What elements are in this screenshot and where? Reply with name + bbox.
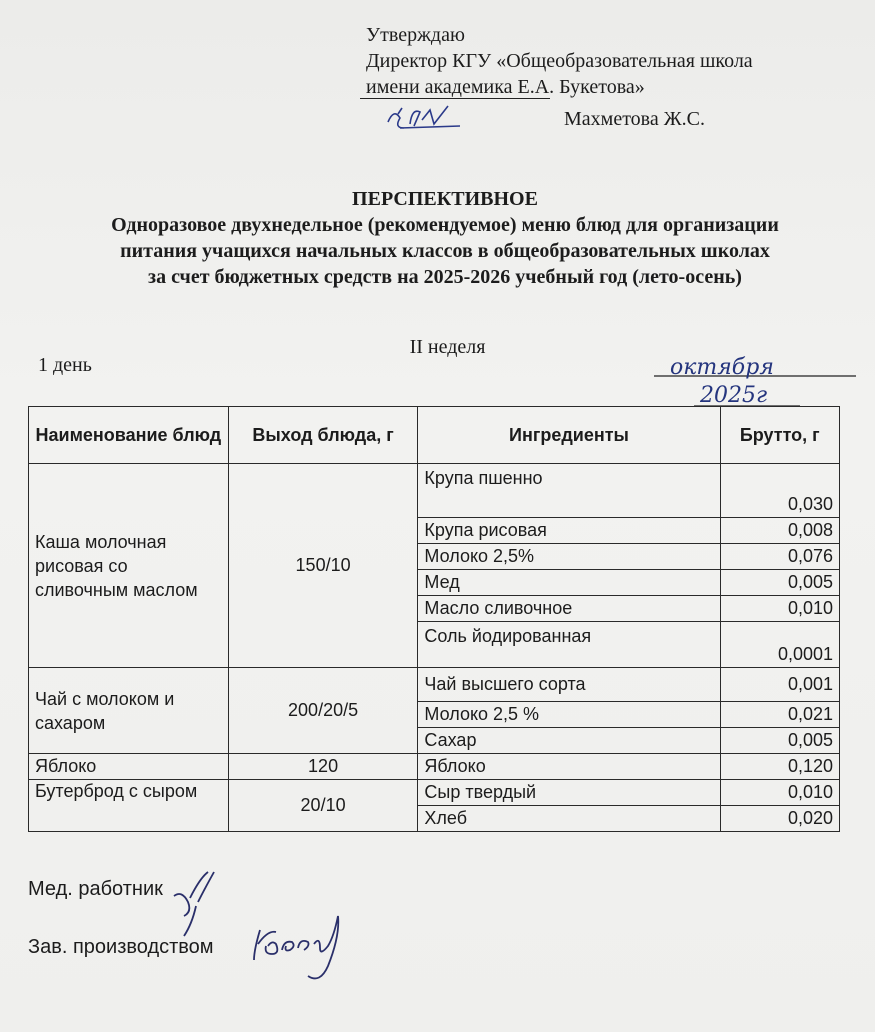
ingredient-brutto: 0,001 [720, 668, 839, 702]
director-position-line2: имени академика Е.А. Букетова» [366, 76, 645, 98]
ingredient-brutto: 0,008 [720, 518, 839, 544]
ingredient-name: Яблоко [418, 754, 720, 780]
header-output: Выход блюда, г [228, 407, 418, 464]
handwritten-year: 2025г [700, 383, 768, 408]
ingredient-brutto: 0,010 [720, 780, 839, 806]
document-title [20, 186, 870, 290]
director-position-line1: Директор КГУ «Общеобразовательная школа [366, 50, 753, 72]
ingredient-brutto: 0,120 [720, 754, 839, 780]
ingredient-name: Крупа пшенно [418, 464, 720, 518]
title-line-4: за счет бюджетных средств на 2025-2026 учебный год (лето-осень) [148, 266, 742, 288]
dish-name: Яблоко [29, 754, 229, 780]
header-dish-name: Наименование блюд [29, 407, 229, 464]
ingredient-brutto: 0,010 [720, 596, 839, 622]
day-label: 1 день [38, 354, 92, 376]
signature-line [360, 98, 550, 99]
header-ingredients: Ингредиенты [418, 407, 720, 464]
handwritten-month: октября [670, 355, 774, 380]
ingredient-name: Масло сливочное [418, 596, 720, 622]
medic-label: Мед. работник [28, 878, 163, 900]
ingredient-name: Молоко 2,5% [418, 544, 720, 570]
title-line-3: питания учащихся начальных классов в общеобразовательных школах [120, 240, 770, 262]
ingredient-brutto: 0,020 [720, 806, 839, 832]
ingredient-brutto: 0,0001 [720, 622, 839, 668]
dish-name: Каша молочная рисовая со сливочным маслом [29, 464, 229, 668]
table-row [29, 668, 840, 702]
ingredient-brutto: 0,021 [720, 702, 839, 728]
title-line-2: Одноразовое двухнедельное (рекомендуемое) меню блюд для организации [111, 214, 779, 236]
director-name: Махметова Ж.С. [564, 108, 705, 130]
ingredient-brutto: 0,076 [720, 544, 839, 570]
title-line-1: ПЕРСПЕКТИВНОЕ [352, 188, 538, 210]
table-row [29, 464, 840, 518]
production-manager-signature [236, 900, 366, 990]
approval-block [366, 22, 753, 130]
ingredient-name: Молоко 2,5 % [418, 702, 720, 728]
table-header-row [29, 407, 840, 464]
ingredient-name: Сыр твердый [418, 780, 720, 806]
dish-name: Чай с молоком и сахаром [29, 668, 229, 754]
table-row [29, 754, 840, 780]
ingredient-name: Хлеб [418, 806, 720, 832]
ingredient-name: Мед [418, 570, 720, 596]
header-brutto: Брутто, г [720, 407, 839, 464]
table-row [29, 780, 840, 806]
week-label: II неделя [409, 336, 486, 358]
dish-output: 150/10 [228, 464, 418, 668]
ingredient-name: Соль йодированная [418, 622, 720, 668]
dish-output: 200/20/5 [228, 668, 418, 754]
handwritten-date [650, 352, 860, 414]
dish-name: Бутерброд с сыром [29, 780, 229, 832]
medic-signature [168, 862, 232, 942]
ingredient-brutto: 0,005 [720, 570, 839, 596]
ingredient-name: Чай высшего сорта [418, 668, 720, 702]
ingredient-brutto: 0,030 [720, 464, 839, 518]
dish-output: 120 [228, 754, 418, 780]
ingredient-name: Крупа рисовая [418, 518, 720, 544]
menu-table [28, 406, 840, 832]
ingredient-brutto: 0,005 [720, 728, 839, 754]
ingredient-name: Сахар [418, 728, 720, 754]
director-signature [380, 100, 490, 136]
approve-word: Утверждаю [366, 24, 465, 46]
production-manager-label: Зав. производством [28, 936, 214, 958]
dish-output: 20/10 [228, 780, 418, 832]
